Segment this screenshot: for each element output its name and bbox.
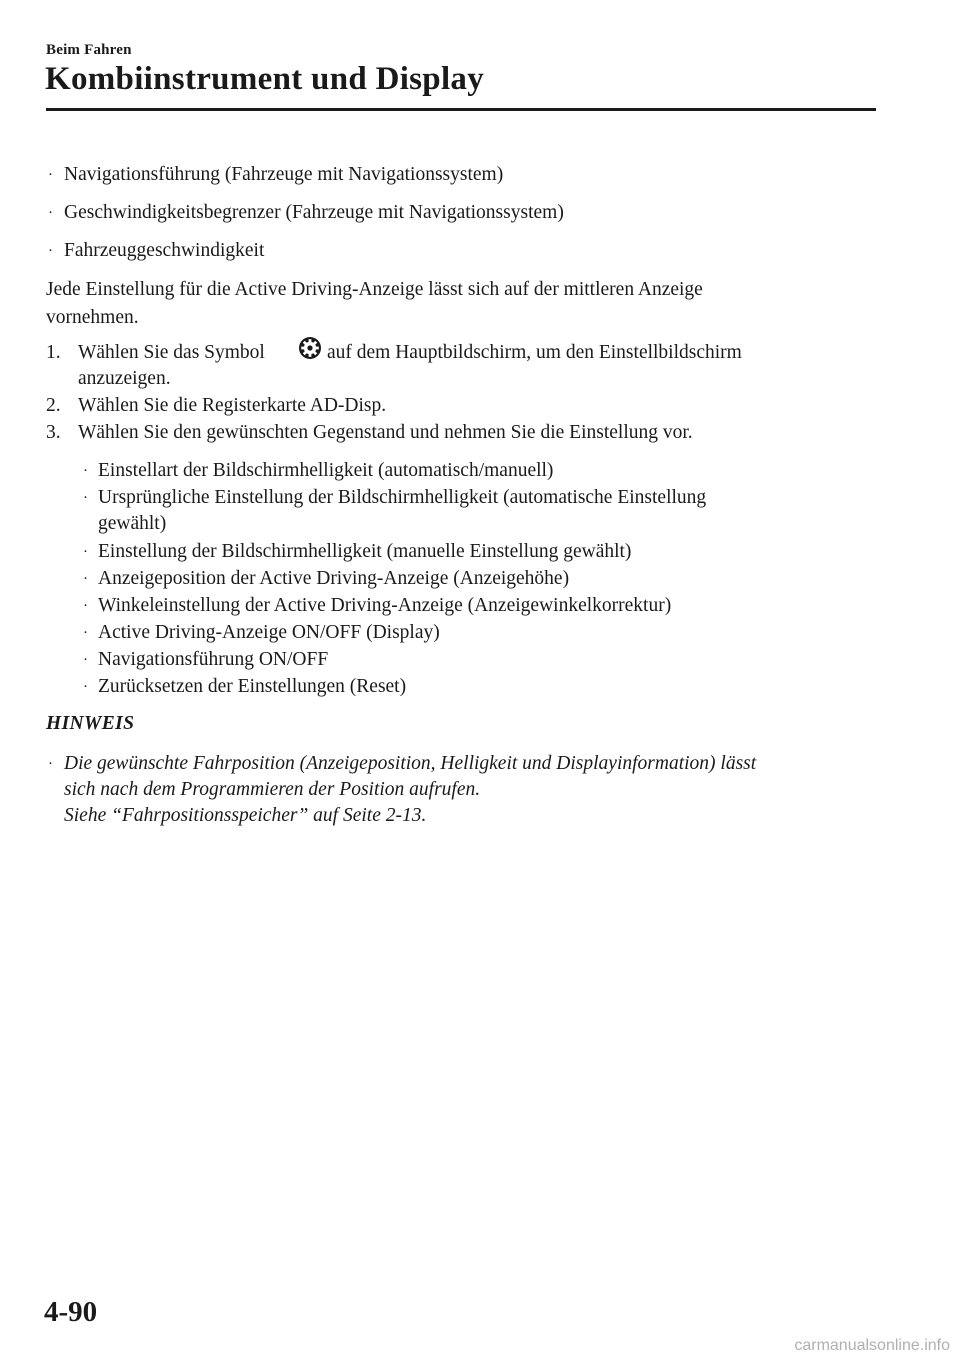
list-item: Active Driving-Anzeige ON/OFF (Display) xyxy=(98,622,440,643)
bullet-dot: · xyxy=(48,205,53,221)
chapter-title: Kombiinstrument und Display xyxy=(45,61,485,97)
intro-line: Jede Einstellung für die Active Driving-Anzeige lässt sich auf der mittleren Anzeige xyxy=(46,279,703,300)
list-item: Winkeleinstellung der Active Driving-Anzeige (Anzeigewinkelkorrektur) xyxy=(98,595,672,616)
step-number: 3. xyxy=(46,422,61,443)
gear-icon xyxy=(298,336,322,360)
bullet-dot: · xyxy=(83,652,88,668)
bullet-dot: · xyxy=(83,679,88,695)
note-line: sich nach dem Programmieren der Position aufrufen. xyxy=(64,779,481,800)
step-number: 2. xyxy=(46,395,61,416)
section-label: Beim Fahren xyxy=(46,42,132,58)
note-heading: HINWEIS xyxy=(46,713,135,734)
step-number: 1. xyxy=(46,342,61,363)
watermark: carmanualsonline.info xyxy=(794,1337,950,1354)
page-number: 4-90 xyxy=(44,1296,98,1328)
step-text: Wählen Sie den gewünschten Gegenstand und nehmen Sie die Einstellung vor. xyxy=(78,422,693,443)
bullet-dot: · xyxy=(83,625,88,641)
list-item: Anzeigeposition der Active Driving-Anzeige (Anzeigehöhe) xyxy=(98,568,570,589)
bullet-dot: · xyxy=(48,756,53,772)
note-line: Siehe “Fahrpositionsspeicher” auf Seite 2-13. xyxy=(64,805,427,826)
list-item: Einstellung der Bildschirmhelligkeit (manuelle Einstellung gewählt) xyxy=(98,541,632,562)
list-item: Navigationsführung ON/OFF xyxy=(98,649,329,670)
bullet-dot: · xyxy=(83,598,88,614)
step-text: Wählen Sie das Symbol xyxy=(78,342,265,363)
bullet-dot: · xyxy=(83,571,88,587)
bullet-dot: · xyxy=(83,544,88,560)
bullet-dot: · xyxy=(83,490,88,506)
step-text: Wählen Sie die Registerkarte AD-Disp. xyxy=(78,395,387,416)
list-item: Geschwindigkeitsbegrenzer (Fahrzeuge mit Navigationssystem) xyxy=(64,202,564,223)
bullet-dot: · xyxy=(83,463,88,479)
list-item: Einstellart der Bildschirmhelligkeit (automatisch/manuell) xyxy=(98,460,554,481)
bullet-dot: · xyxy=(48,167,53,183)
intro-line: vornehmen. xyxy=(46,307,139,328)
list-item: Fahrzeuggeschwindigkeit xyxy=(64,240,265,261)
list-item: gewählt) xyxy=(98,513,167,534)
list-item: Ursprüngliche Einstellung der Bildschirmhelligkeit (automatische Einstellung xyxy=(98,487,707,508)
list-item: Navigationsführung (Fahrzeuge mit Navigationssystem) xyxy=(64,164,504,185)
list-item: Zurücksetzen der Einstellungen (Reset) xyxy=(98,676,407,697)
title-divider xyxy=(46,108,876,111)
step-text: anzuzeigen. xyxy=(78,368,171,389)
note-line: Die gewünschte Fahrposition (Anzeigeposition, Helligkeit und Displayinformation) lässt xyxy=(64,753,757,774)
step-text: auf dem Hauptbildschirm, um den Einstellbildschirm xyxy=(327,342,742,363)
bullet-dot: · xyxy=(48,243,53,259)
